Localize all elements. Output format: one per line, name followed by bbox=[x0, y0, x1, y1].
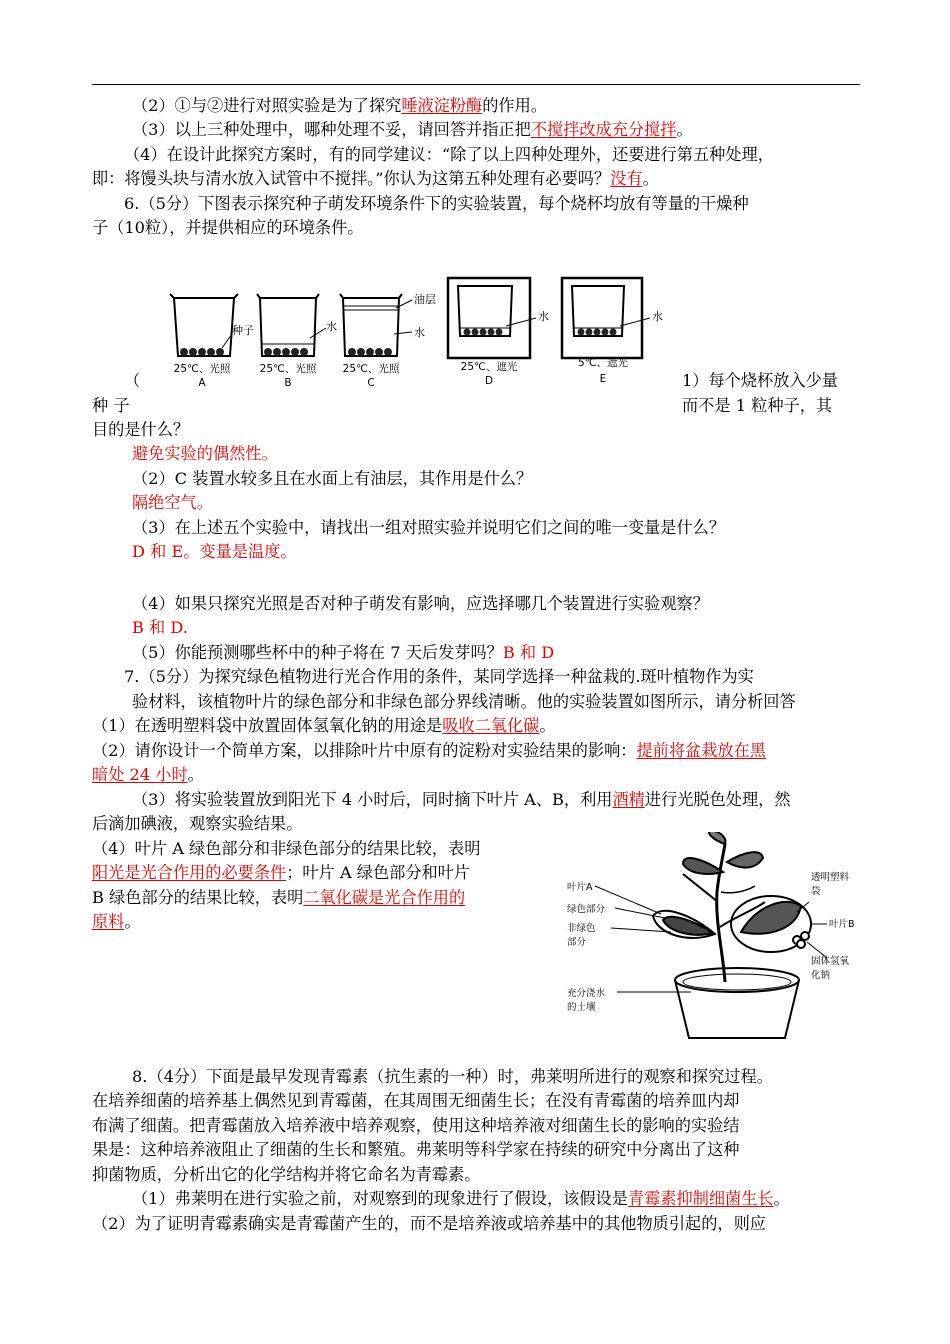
label-non-green-1: 非绿色 bbox=[567, 923, 596, 934]
q7-part4-answer-a: 阳光是光合作用的必要条件 bbox=[92, 863, 287, 882]
cond-d: 25℃、遮光 bbox=[460, 361, 518, 373]
q7-intro-line2: 验材料，该植物叶片的绿色部分和非绿色部分界线清晰。他的实验装置如图所示，请分析回答 bbox=[132, 692, 796, 711]
letter-c: C bbox=[367, 377, 375, 389]
q7-part3-line1: （3）将实验装置放到阳光下 4 小时后，同时摘下叶片 A、B，利用酒精进行光脱色处理，然 bbox=[132, 790, 791, 809]
q7-part3-line2: 后滴加碘液，观察实验结果。 bbox=[92, 814, 303, 833]
q8-part1-answer: 青霉素抑制细菌生长 bbox=[627, 1189, 774, 1208]
cond-b: 25℃、光照 bbox=[259, 363, 317, 375]
label-water-b: 水 bbox=[326, 320, 337, 333]
q8-line1: 8.（4分）下面是最早发现青霉素（抗生素的一种）时，弗莱明所进行的观察和探究过程。 bbox=[132, 1067, 773, 1086]
label-water-c: 水 bbox=[414, 326, 425, 339]
q7-part3-answer: 酒精 bbox=[612, 790, 645, 809]
q8-line2: 在培养细菌的培养基上偶然见到青霉菌，在其周围无细菌生长；在没有青霉菌的培养皿内却 bbox=[92, 1091, 740, 1110]
letter-e: E bbox=[599, 373, 607, 385]
label-water-e: 水 bbox=[652, 310, 663, 323]
q7-part2-line2: 暗处 24 小时。 bbox=[92, 765, 204, 784]
q5-part3: （3）以上三种处理中，哪种处理不妥，请回答并指正把不搅拌改成充分搅拌。 bbox=[132, 120, 693, 139]
label-oil: 油层 bbox=[414, 293, 436, 306]
label-bag-1: 透明塑料 bbox=[811, 872, 850, 883]
label-soil-1: 充分浇水 bbox=[567, 988, 606, 999]
q6-question2: （2）C 装置水较多且在水面上有油层，其作用是什么？ bbox=[132, 469, 533, 488]
cond-a: 25℃、光照 bbox=[173, 363, 231, 375]
label-leaf-a: 叶片A bbox=[567, 882, 593, 893]
label-bag-2: 袋 bbox=[811, 886, 821, 897]
q7-part2-answer-a: 提前将盆栽放在黑 bbox=[636, 741, 766, 760]
letter-d: D bbox=[484, 375, 494, 387]
q7-part2-line1: （2）请你设计一个简单方案，以排除叶片中原有的淀粉对实验结果的影响：提前将盆栽放在黑 bbox=[92, 741, 766, 760]
label-non-green-2: 部分 bbox=[567, 937, 587, 948]
q8-line4: 果是：这种培养液阻止了细菌的生长和繁殖。弗莱明等科学家在持续的研究中分离出了这种 bbox=[92, 1140, 740, 1159]
box-d bbox=[448, 278, 530, 358]
q6-question4: （4）如果只探究光照是否对种子萌发有影响，应选择哪几个装置进行实验观察？ bbox=[132, 594, 709, 613]
label-green-part: 绿色部分 bbox=[567, 904, 606, 915]
q8-part1: （1）弗莱明在进行实验之前，对观察到的现象进行了假设，该假设是青霉素抑制细菌生长。 bbox=[132, 1189, 790, 1208]
q6-q1-open: （ bbox=[124, 371, 141, 390]
q6-q1-right2: 而不是 1 粒种子，其 bbox=[682, 396, 833, 415]
q5-part4-line2: 即：将馒头块与清水放入试管中不搅拌。”你认为这第五种处理有必要吗？没有。 bbox=[92, 169, 659, 188]
q6-answer3: D 和 E。变量是温度。 bbox=[132, 542, 297, 561]
label-naoh-2: 化钠 bbox=[811, 970, 831, 981]
q7-part2-answer-b: 暗处 24 小时 bbox=[92, 765, 188, 784]
cond-e: 5℃、遮光 bbox=[578, 357, 628, 369]
q6-answer5: B 和 D bbox=[502, 643, 555, 662]
q7-part4-line2: 阳光是光合作用的必要条件；叶片 A 绿色部分和叶片 bbox=[92, 863, 471, 882]
label-leaf-b: 叶片B bbox=[829, 919, 855, 930]
letter-a: A bbox=[198, 377, 206, 389]
q6-intro-line2: 子（10粒），并提供相应的环境条件。 bbox=[92, 218, 364, 237]
plant-figure bbox=[565, 832, 865, 1050]
label-naoh-1: 固体氢氧 bbox=[811, 956, 850, 967]
q7-part1: （1）在透明塑料袋中放置固体氢氧化钠的用途是吸收二氧化碳。 bbox=[92, 716, 556, 735]
label-water-d: 水 bbox=[538, 310, 549, 323]
q6-q1-left2: 种 子 bbox=[92, 396, 130, 415]
q5-part2-answer: 唾液淀粉酶 bbox=[401, 96, 483, 115]
label-seed: 种子 bbox=[232, 324, 254, 337]
cond-c: 25℃、光照 bbox=[342, 363, 400, 375]
top-leaf-1 bbox=[709, 832, 725, 844]
q6-answer2: 隔绝空气。 bbox=[132, 493, 213, 512]
top-rule bbox=[92, 84, 860, 85]
q6-question3: （3）在上述五个实验中，请找出一组对照实验并说明它们之间的唯一变量是什么？ bbox=[132, 518, 726, 537]
q6-answer4: B 和 D. bbox=[132, 618, 188, 637]
q7-part4-line1: （4）叶片 A 绿色部分和非绿色部分的结果比较，表明 bbox=[92, 839, 481, 858]
q6-answer1: 避免实验的偶然性。 bbox=[132, 444, 278, 463]
beaker-a bbox=[174, 298, 234, 356]
seed-germination-figure bbox=[160, 272, 680, 392]
q7-part4-line4: 原料。 bbox=[92, 912, 141, 931]
q5-part3-answer: 不搅拌改成充分搅拌 bbox=[530, 120, 677, 139]
beaker-c bbox=[343, 298, 399, 356]
q5-part4-line1: （4）在设计此探究方案时，有的同学建议：“除了以上四种处理外，还要进行第五种处理， bbox=[124, 145, 774, 164]
q6-q1-right1: 1）每个烧杯放入少量 bbox=[682, 371, 838, 390]
q8-line3: 布满了细菌。把青霉菌放入培养液中培养观察，使用这种培养液对细菌生长的影响的实验结 bbox=[92, 1116, 740, 1135]
leaf-b bbox=[741, 902, 801, 934]
q7-intro-line1: 7.（5分）为探究绿色植物进行光合作用的条件，某同学选择一种盆栽的.斑叶植物作为实 bbox=[124, 667, 754, 686]
q5-part2: （2）①与②进行对照实验是为了探究唾液淀粉酶的作用。 bbox=[132, 96, 547, 115]
letter-b: B bbox=[284, 377, 292, 389]
q7-part4-answer-b2: 原料 bbox=[92, 912, 125, 931]
beaker-b bbox=[260, 298, 316, 356]
q5-part4-answer: 没有 bbox=[610, 169, 643, 188]
q6-question5: （5）你能预测哪些杯中的种子将在 7 天后发芽吗？B 和 D bbox=[132, 643, 555, 662]
q7-part1-answer: 吸收二氧化碳 bbox=[442, 716, 540, 735]
q7-part4-line3: B 绿色部分的结果比较，表明二氧化碳是光合作用的 bbox=[92, 888, 466, 907]
q8-part2: （2）为了证明青霉素确实是青霉菌产生的，而不是培养液或培养基中的其他物质引起的，则应 bbox=[92, 1214, 766, 1233]
q7-part4-answer-b1: 二氧化碳是光合作用的 bbox=[303, 888, 466, 907]
q8-line5: 抑菌物质，分析出它的化学结构并将它命名为青霉素。 bbox=[92, 1165, 481, 1184]
label-soil-2: 的土壤 bbox=[567, 1002, 596, 1013]
q6-q1-line3: 目的是什么？ bbox=[92, 420, 190, 439]
q6-intro-line1: 6.（5分）下图表示探究种子萌发环境条件下的实验装置，每个烧杯均放有等量的干燥种 bbox=[124, 194, 749, 213]
